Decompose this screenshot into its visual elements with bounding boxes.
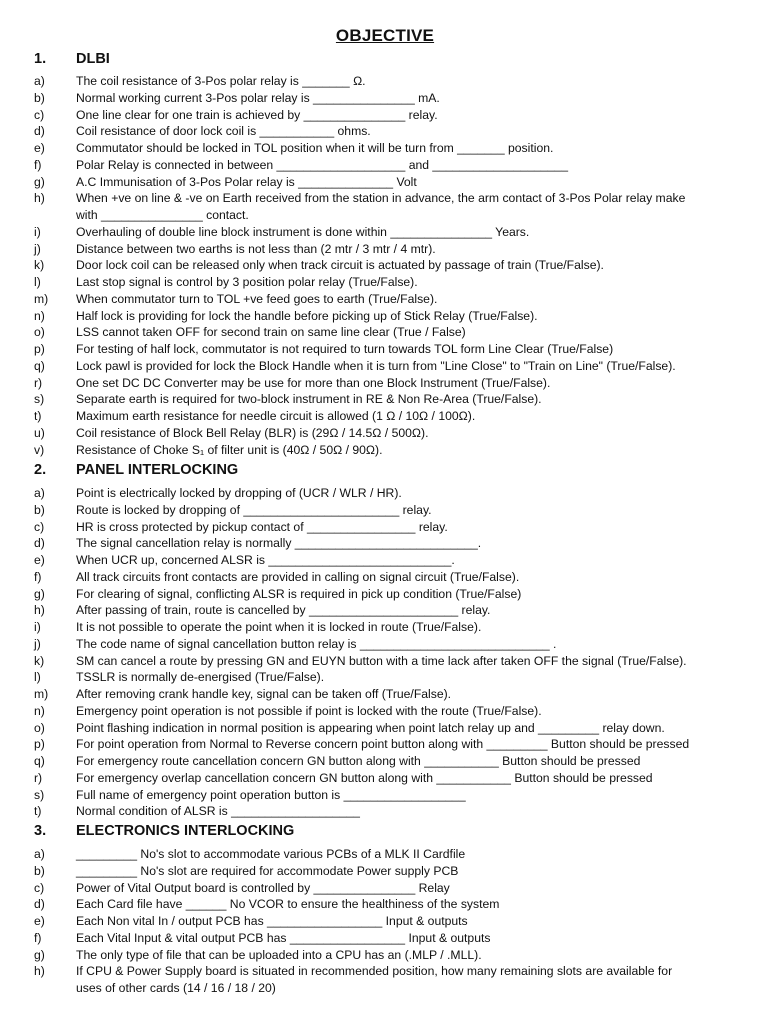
item-letter: f) xyxy=(34,569,42,584)
section-number: 2. xyxy=(34,462,47,478)
item-text: with _______________ contact. xyxy=(76,208,249,222)
item-letter: p) xyxy=(34,342,45,356)
item-text: The code name of signal cancellation button relay is ____________________________ . xyxy=(76,636,557,651)
item-letter: l) xyxy=(34,670,41,685)
item-text: After removing crank handle key, signal can be taken off (True/False). xyxy=(76,687,452,701)
item-letter: a) xyxy=(34,74,45,88)
item-letter: f) xyxy=(34,930,42,945)
item-text: Door lock coil can be released only when track circuit is actuated by passage of train (True/False). xyxy=(76,258,604,273)
item-text: For testing of half lock, commutator is not required to turn towards TOL form Line Clear (True/False) xyxy=(76,342,614,356)
item-text: uses of other cards (14 / 16 / 18 / 20) xyxy=(76,981,276,995)
item-text: Lock pawl is provided for lock the Block Handle when it is turn from "Line Close" to "Train on Line" (True/False). xyxy=(76,358,676,373)
item-text: Polar Relay is connected in between ___________________ and ____________________ xyxy=(76,157,568,172)
section-heading: DLBI xyxy=(76,51,110,67)
item-text: Point is electrically locked by dropping of (UCR / WLR / HR). xyxy=(76,486,402,500)
item-letter: e) xyxy=(34,553,45,567)
item-letter: s) xyxy=(34,392,45,407)
item-letter: d) xyxy=(34,124,45,139)
item-letter: h) xyxy=(34,603,45,618)
item-text: A.C Immunisation of 3-Pos Polar relay is ______________ Volt xyxy=(76,174,417,189)
item-text: Normal working current 3-Pos polar relay is _______________ mA. xyxy=(76,90,440,105)
item-text: LSS cannot taken OFF for second train on same line clear (True / False) xyxy=(76,325,466,340)
item-letter: t) xyxy=(34,804,42,819)
item-text: Overhauling of double line block instrument is done within _______________ Years. xyxy=(76,224,530,239)
section-heading: PANEL INTERLOCKING xyxy=(76,462,239,478)
item-letter: e) xyxy=(34,914,45,928)
item-letter: d) xyxy=(34,536,45,551)
item-letter: j) xyxy=(34,636,41,651)
item-text: One line clear for one train is achieved by _______________ relay. xyxy=(76,107,438,122)
item-text: Maximum earth resistance for needle circuit is allowed (1 Ω / 10Ω / 100Ω). xyxy=(76,409,476,423)
item-text: Each Non vital In / output PCB has _________________ Input & outputs xyxy=(76,914,468,928)
item-text: Each Card file have ______ No VCOR to ensure the healthiness of the system xyxy=(76,897,500,912)
item-text: Point flashing indication in normal position is appearing when point latch relay up and _________ relay down. xyxy=(76,720,665,735)
item-text: Each Vital Input & vital output PCB has _________________ Input & outputs xyxy=(76,930,491,945)
item-letter: r) xyxy=(34,770,43,785)
item-letter: n) xyxy=(34,308,45,323)
item-letter: c) xyxy=(34,519,45,534)
section-number: 1. xyxy=(34,51,47,67)
item-text: It is not possible to operate the point when it is locked in route (True/False). xyxy=(76,620,482,634)
item-letter: u) xyxy=(34,425,45,440)
item-text: The signal cancellation relay is normally ___________________________. xyxy=(76,536,482,551)
item-letter: e) xyxy=(34,141,45,155)
item-text: _________ No's slot to accommodate various PCBs of a MLK II Cardfile xyxy=(76,847,466,861)
item-letter: f) xyxy=(34,157,42,172)
item-text: HR is cross protected by pickup contact of ________________ relay. xyxy=(76,519,448,534)
item-text: Half lock is providing for lock the handle before picking up of Stick Relay (True/False). xyxy=(76,308,538,323)
item-letter: g) xyxy=(34,947,45,962)
item-letter: a) xyxy=(34,847,45,861)
item-text: For point operation from Normal to Reverse concern point button along with _________ Button should be pressed xyxy=(76,737,690,752)
item-text: For emergency route cancellation concern GN button along with ___________ Button should be pressed xyxy=(76,754,641,768)
item-letter: c) xyxy=(34,880,45,895)
item-letter: k) xyxy=(34,653,45,668)
page-title: OBJECTIVE xyxy=(335,26,435,45)
item-letter: b) xyxy=(34,863,45,878)
item-text: The coil resistance of 3-Pos polar relay is _______ Ω. xyxy=(76,74,366,88)
item-text: Power of Vital Output board is controlled by _______________ Relay xyxy=(76,880,450,895)
item-text: For clearing of signal, conflicting ALSR is required in pick up condition (True/False) xyxy=(76,586,522,601)
item-letter: a) xyxy=(34,486,45,500)
item-text: Full name of emergency point operation button is __________________ xyxy=(76,787,466,802)
item-text: Coil resistance of door lock coil is ___________ ohms. xyxy=(76,124,371,139)
item-letter: i) xyxy=(34,224,41,239)
item-letter: o) xyxy=(34,325,45,340)
item-letter: h) xyxy=(34,191,45,206)
item-letter: o) xyxy=(34,720,45,735)
item-text: _________ No's slot are required for accommodate Power supply PCB xyxy=(76,863,459,878)
item-text: After passing of train, route is cancelled by ______________________ relay. xyxy=(76,603,491,618)
item-letter: t) xyxy=(34,409,42,423)
item-letter: r) xyxy=(34,375,43,390)
item-letter: n) xyxy=(34,703,45,718)
item-text: For emergency overlap cancellation concern GN button along with ___________ Button should be pressed xyxy=(76,770,653,785)
item-letter: l) xyxy=(34,275,41,289)
item-text: Separate earth is required for two-block instrument in RE & Non Re-Area (True/False). xyxy=(76,392,542,407)
item-letter: m) xyxy=(34,291,49,306)
item-letter: h) xyxy=(34,964,45,979)
item-text: Coil resistance of Block Bell Relay (BLR) is (29Ω / 14.5Ω / 500Ω). xyxy=(76,425,429,440)
item-letter: b) xyxy=(34,502,45,517)
section-heading: ELECTRONICS INTERLOCKING xyxy=(76,823,295,839)
item-letter: s) xyxy=(34,787,45,802)
item-letter: g) xyxy=(34,174,45,189)
item-letter: g) xyxy=(34,586,45,601)
item-letter: v) xyxy=(34,442,45,457)
item-letter: p) xyxy=(34,737,45,752)
item-text: Emergency point operation is not possible if point is locked with the route (True/False). xyxy=(76,703,542,718)
item-text: All track circuits front contacts are provided in calling on signal circuit (True/False). xyxy=(76,569,520,584)
item-text: Last stop signal is control by 3 position polar relay (True/False). xyxy=(76,275,418,289)
item-letter: m) xyxy=(34,687,49,701)
item-letter: q) xyxy=(34,754,45,768)
item-text: When commutator turn to TOL +ve feed goes to earth (True/False). xyxy=(76,291,438,306)
item-text: Distance between two earths is not less than (2 mtr / 3 mtr / 4 mtr). xyxy=(76,241,436,256)
item-letter: j) xyxy=(34,241,41,256)
item-letter: k) xyxy=(34,258,45,273)
item-text: The only type of file that can be uploaded into a CPU has an (.MLP / .MLL). xyxy=(76,947,482,962)
item-text: TSSLR is normally de-energised (True/False). xyxy=(76,670,325,685)
item-text: Normal condition of ALSR is ___________________ xyxy=(76,804,360,819)
item-text: When +ve on line & -ve on Earth received from the station in advance, the arm contact of 3-Pos Polar relay make xyxy=(76,191,686,206)
item-letter: q) xyxy=(34,358,45,373)
item-text: When UCR up, concerned ALSR is ___________________________. xyxy=(76,553,455,567)
item-letter: b) xyxy=(34,90,45,105)
item-letter: i) xyxy=(34,620,41,634)
item-letter: d) xyxy=(34,897,45,912)
item-text: One set DC DC Converter may be use for more than one Block Instrument (True/False). xyxy=(76,375,551,390)
item-text: Route is locked by dropping of _______________________ relay. xyxy=(76,502,432,517)
item-text: Commutator should be locked in TOL position when it will be turn from _______ position. xyxy=(76,141,554,155)
item-text: Resistance of Choke S₁ of filter unit is (40Ω / 50Ω / 90Ω). xyxy=(76,442,383,457)
item-text: If CPU & Power Supply board is situated in recommended position, how many remaining slots are available for xyxy=(76,964,673,979)
item-text: SM can cancel a route by pressing GN and EUYN button with a time lack after taken OFF the signal (True/False). xyxy=(76,653,687,668)
item-letter: c) xyxy=(34,107,45,122)
section-number: 3. xyxy=(34,823,47,839)
